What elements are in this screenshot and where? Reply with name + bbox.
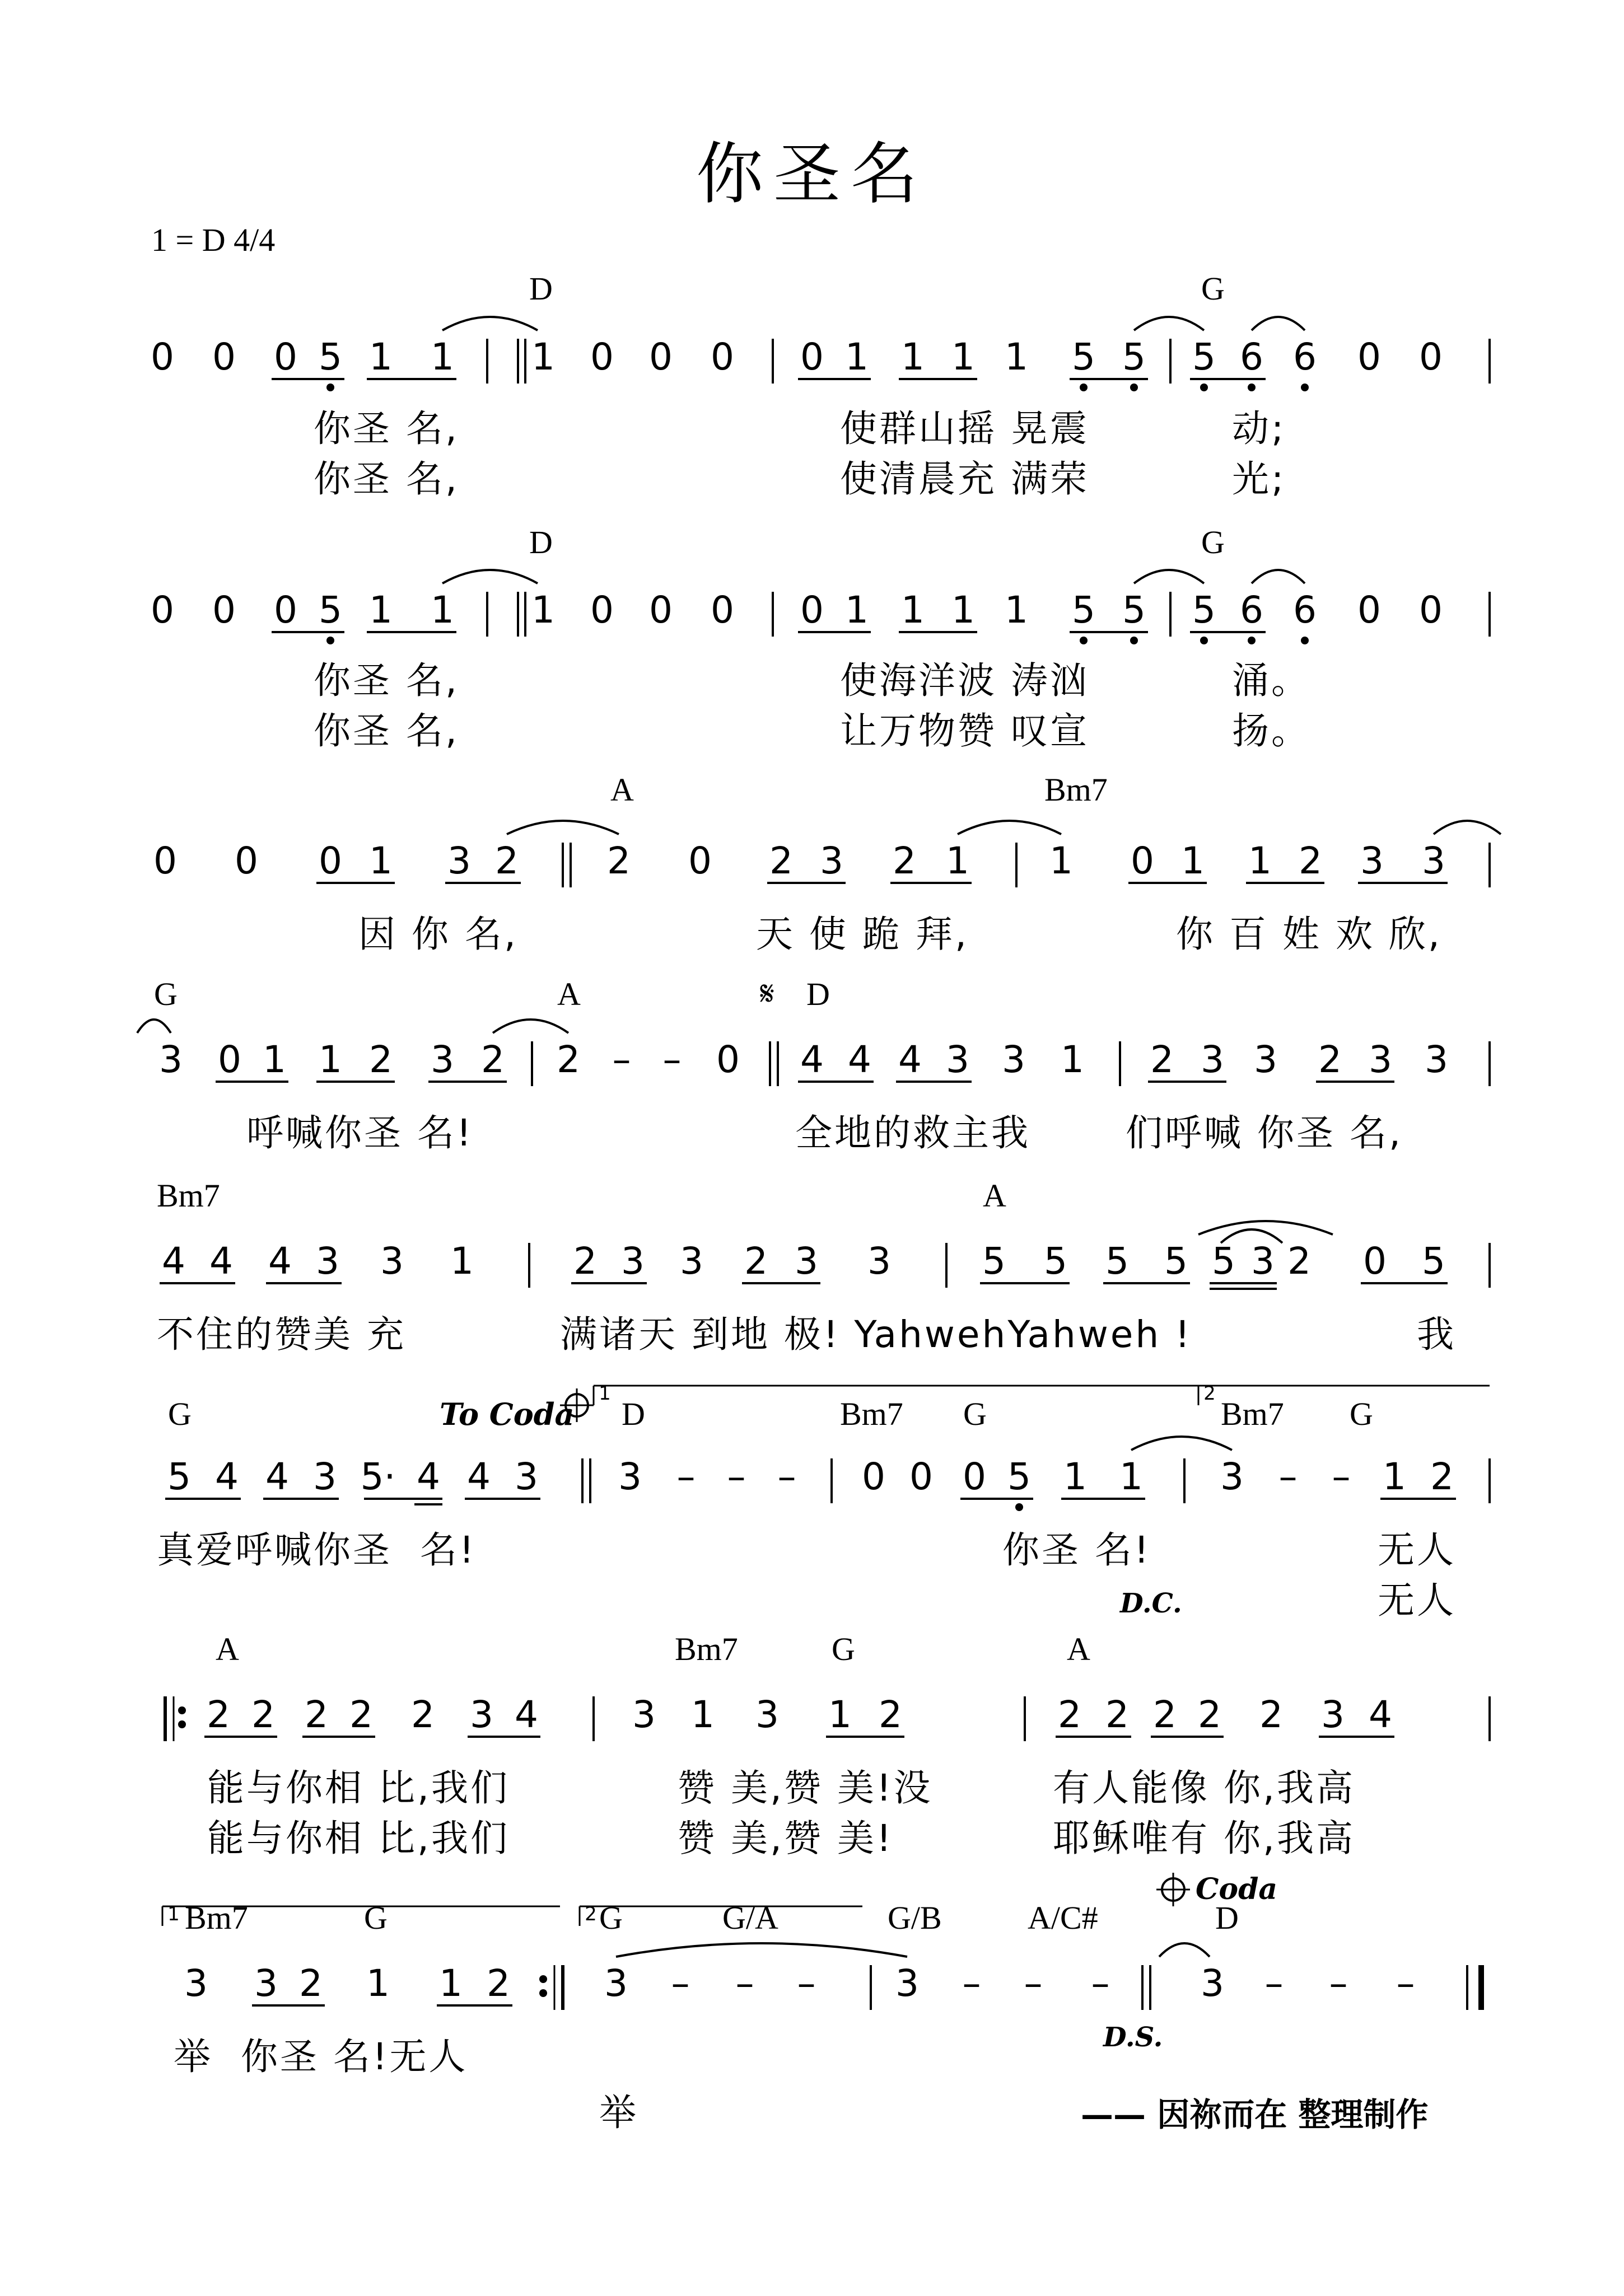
chord-symbol: G [1201, 524, 1225, 560]
octave-dot [178, 1706, 186, 1714]
note-digit: 2 [607, 839, 631, 882]
note-digit: 5 [1212, 1240, 1235, 1283]
tie-arc [137, 1020, 171, 1033]
note-digit: 3 [1369, 1038, 1392, 1081]
octave-dot [1248, 384, 1256, 391]
note-digit: 3 [795, 1240, 818, 1283]
lyric-s1-v1-c: 动; [1232, 407, 1286, 450]
note-digit: 0 [909, 1455, 933, 1498]
note-digit: 0 [649, 588, 673, 632]
note-digit: 3 [946, 1038, 969, 1081]
lyric-s2-v2-c: 扬。 [1232, 709, 1310, 752]
note-digit: 6 [1293, 335, 1317, 378]
note-digit: 1 [951, 588, 975, 632]
chord-symbol: G [364, 1900, 388, 1936]
tie-arc [616, 1943, 907, 1957]
chord-symbol: Bm7 [1044, 771, 1108, 808]
ds-mark: D.S. [1103, 2022, 1163, 2053]
note-digit: – [1091, 1962, 1110, 2005]
note-digit: 5 [1192, 588, 1216, 632]
note-digit: 4 [848, 1038, 871, 1081]
note-digit: 5 [319, 335, 342, 378]
octave-dot [1015, 1503, 1023, 1511]
note-digit: 1 [431, 588, 454, 632]
volta-2-number: 2 [1203, 1382, 1216, 1405]
tie-arc [1252, 317, 1305, 330]
octave-dot [1130, 637, 1138, 644]
lyric-s7-v1-c: 有人能像 你,我高 [1053, 1766, 1355, 1809]
note-digit: – [727, 1455, 746, 1498]
note-digit: 1 [901, 335, 925, 378]
note-digit: – [962, 1962, 981, 2005]
octave-dot [326, 384, 334, 391]
note-digit: 2 [1287, 1240, 1311, 1283]
note-digit: 3 [867, 1240, 891, 1283]
note-digit: – [1329, 1962, 1348, 2005]
lyric-s1-v2-a: 你圣 名, [314, 457, 459, 501]
tie-arc [442, 317, 538, 330]
note-digit: 1 [845, 335, 869, 378]
note-digit: 0 [218, 1038, 241, 1081]
chord-symbol: Bm7 [157, 1177, 220, 1214]
lyric-s6-a: 真爱呼喊你圣 名! [157, 1528, 477, 1572]
chord-symbol: G [1350, 1396, 1373, 1432]
note-digit: 3 [1254, 1038, 1277, 1081]
chord-symbol: G [963, 1396, 987, 1432]
note-digit: 3 [1201, 1962, 1224, 2005]
note-digit: 2 [744, 1240, 768, 1283]
note-digit: – [1332, 1455, 1351, 1498]
note-digit: – [1264, 1962, 1284, 2005]
note-digit: 5 [1192, 335, 1216, 378]
note-digit: 2 [769, 839, 793, 882]
note-digit: 0 [319, 839, 342, 882]
note-digit: 2 [893, 839, 916, 882]
lyric-s2-v1-c: 涌。 [1232, 659, 1310, 702]
note-digit: 1 [1061, 1038, 1084, 1081]
chord-symbol: A/C# [1028, 1900, 1098, 1936]
octave-dot [539, 1989, 547, 1997]
note-digit: 4 [1369, 1693, 1392, 1736]
tie-arc [958, 821, 1061, 834]
note-digit: 1 [946, 839, 969, 882]
octave-dot [1200, 637, 1208, 644]
note-digit: 3 [1201, 1038, 1224, 1081]
note-digit: 1 [531, 588, 555, 632]
lyric-s8-a: 举 你圣 名!无人 [174, 2035, 468, 2078]
note-digit: 2 [299, 1962, 323, 2005]
chord-symbol: D [529, 270, 553, 307]
note-digit: 3 [1002, 1038, 1025, 1081]
note-digit: 2 [573, 1240, 597, 1283]
note-digit: 1 [1181, 839, 1205, 882]
note-digit: 0 [649, 335, 673, 378]
note-digit: 5 [319, 588, 342, 632]
octave-dot [1248, 637, 1256, 644]
to-coda-mark: To Coda [440, 1396, 575, 1432]
note-digit: 1 [431, 335, 454, 378]
note-digit: – [1278, 1455, 1298, 1498]
note-digit: – [797, 1962, 816, 2005]
chord-symbol: D [529, 524, 553, 560]
octave-dot [1130, 384, 1138, 391]
note-digit: 4 [800, 1038, 824, 1081]
note-digit: 2 [369, 1038, 393, 1081]
chord-symbol: D [622, 1396, 645, 1432]
note-digit: 1 [263, 1038, 286, 1081]
lyric-s7-v2-c: 耶稣唯有 你,我高 [1053, 1817, 1355, 1860]
chord-symbol: Bm7 [675, 1631, 738, 1667]
note-digit: 1 [369, 335, 393, 378]
lyric-s6-c: 无人 [1378, 1528, 1456, 1572]
note-digit: 4 [265, 1455, 289, 1498]
note-digit: 2 [557, 1038, 580, 1081]
note-digit: 0 [153, 839, 177, 882]
note-digit: 2 [349, 1693, 373, 1736]
note-digit: 3 [184, 1962, 208, 2005]
note-digit: 3 [1425, 1038, 1448, 1081]
lyric-s2-v1-b: 使海洋波 涛汹 [840, 659, 1089, 702]
note-digit: 5 [982, 1240, 1006, 1283]
volta-2-number: 2 [585, 1903, 597, 1925]
note-digit: 5 [167, 1455, 191, 1498]
note-digit: 4 [215, 1455, 239, 1498]
note-digit: 2 [495, 839, 519, 882]
lyric-s1-v2-c: 光; [1232, 457, 1286, 501]
note-digit: 1 [828, 1693, 852, 1736]
note-digit: 0 [800, 335, 824, 378]
note-digit: 1 [1383, 1455, 1406, 1498]
note-digit: 3 [618, 1455, 642, 1498]
note-digit: 3 [1422, 839, 1445, 882]
chord-symbol: D [1215, 1900, 1239, 1936]
key-signature: 1 = D 4/4 [151, 222, 276, 258]
chord-symbol: G/B [888, 1900, 942, 1936]
tie-arc [1131, 1437, 1232, 1450]
note-digit: 2 [487, 1962, 510, 2005]
chord-symbol: A [557, 976, 581, 1012]
lyric-s5-b: 满诸天 到地 极! YahwehYahweh ! [560, 1313, 1192, 1356]
note-digit: 1 [1119, 1455, 1143, 1498]
chord-symbol: Bm7 [840, 1396, 903, 1432]
note-digit: 1 [366, 1962, 390, 2005]
lyric-s8-b: 举 [599, 2091, 638, 2134]
note-digit: 1 [691, 1693, 715, 1736]
note-digit: 0 [212, 588, 236, 632]
note-digit: – [662, 1038, 682, 1081]
lyric-s1-v2-b: 使清晨充 满荣 [840, 457, 1089, 501]
lyric-s3-a: 因 你 名, [358, 913, 518, 956]
lyric-s7-v1-a: 能与你相 比,我们 [207, 1766, 510, 1809]
note-digit: 0 [1363, 1240, 1387, 1283]
note-digit: 6 [1293, 588, 1317, 632]
note-digit: 2 [481, 1038, 505, 1081]
note-digit: – [735, 1962, 754, 2005]
volta-1-number: 1 [599, 1382, 611, 1405]
note-digit: 3 [680, 1240, 703, 1283]
note-digit: 4 [898, 1038, 922, 1081]
note-digit: 2 [1105, 1693, 1129, 1736]
note-digit: 0 [688, 839, 712, 882]
note-digit: 1 [369, 839, 393, 882]
tie-arc [1134, 570, 1204, 583]
note-digit: 0 [151, 588, 174, 632]
chord-symbol: G [832, 1631, 855, 1667]
chord-symbol: G [168, 1396, 192, 1432]
tie-arc [1252, 570, 1305, 583]
note-digit: 5 [1422, 1240, 1445, 1283]
note-digit: 0 [963, 1455, 986, 1498]
note-digit: 0 [1131, 839, 1154, 882]
lyric-s2-v1-a: 你圣 名, [314, 659, 459, 702]
note-digit: 2 [305, 1693, 328, 1736]
note-digit: – [1396, 1962, 1415, 2005]
note-digit: 2 [1153, 1693, 1177, 1736]
note-digit: 1 [531, 335, 555, 378]
note-digit: 3 [470, 1693, 493, 1736]
chord-symbol: A [1067, 1631, 1090, 1667]
note-digit: 3 [895, 1962, 919, 2005]
note-digit: 2 [411, 1693, 435, 1736]
note-digit: 0 [1357, 335, 1381, 378]
note-digit: – [671, 1962, 690, 2005]
chord-symbol: A [610, 771, 634, 808]
note-digit: 1 [1063, 1455, 1087, 1498]
segno-mark: 𝄋 [760, 974, 774, 1013]
note-digit: 3 [313, 1455, 337, 1498]
note-digit: 2 [1198, 1693, 1221, 1736]
note-digit: – [1024, 1962, 1043, 2005]
note-digit: 3 [380, 1240, 404, 1283]
note-digit: 0 [274, 335, 297, 378]
note-digit: 0 [590, 335, 614, 378]
lyric-s6-b: 你圣 名! [1002, 1528, 1151, 1572]
lyric-s7-v2-a: 能与你相 比,我们 [207, 1817, 510, 1860]
note-digit: 0 [1419, 335, 1443, 378]
chord-symbol: A [216, 1631, 239, 1667]
note-digit: 0 [716, 1038, 740, 1081]
chord-symbol: G [599, 1900, 623, 1936]
note-digit: 0 [212, 335, 236, 378]
credit-line: —— 因祢而在 整理制作 [1081, 2096, 1429, 2134]
octave-dot [1080, 384, 1088, 391]
note-digit: 5 [1072, 335, 1095, 378]
note-digit: 2 [879, 1693, 902, 1736]
note-digit: 5 [1007, 1455, 1031, 1498]
note-digit: 0 [711, 335, 734, 378]
note-digit: 0 [862, 1455, 885, 1498]
note-digit: 1 [439, 1962, 463, 2005]
note-digit: 3 [621, 1240, 645, 1283]
lyric-s4-a: 呼喊你圣 名! [246, 1111, 474, 1154]
note-digit: 4 [417, 1455, 440, 1498]
lyric-s4-c: 们呼喊 你圣 名, [1126, 1111, 1403, 1154]
lyric-s7-v2-b: 赞 美,赞 美! [678, 1817, 894, 1860]
note-digit: 3 [820, 839, 843, 882]
chord-symbol: G/A [722, 1900, 778, 1936]
note-digit: 1 [1005, 335, 1028, 378]
dc-mark: D.C. [1120, 1588, 1182, 1619]
note-digit: 1 [1049, 839, 1073, 882]
note-digit: 2 [1259, 1693, 1283, 1736]
tie-arc [442, 570, 538, 583]
note-digit: 1 [450, 1240, 474, 1283]
tie-arc [1134, 317, 1204, 330]
tie-arc [1434, 821, 1501, 834]
octave-dot [326, 637, 334, 644]
chord-symbol: A [983, 1177, 1006, 1214]
lyric-s1-v1-b: 使群山摇 晃震 [840, 407, 1089, 450]
note-digit: 5 [1105, 1240, 1129, 1283]
note-digit: 3 [515, 1455, 538, 1498]
lyric-s1-v1-a: 你圣 名, [314, 407, 459, 450]
note-digit: 3 [1321, 1693, 1345, 1736]
lyric-s7-v1-b: 赞 美,赞 美!没 [678, 1766, 933, 1809]
note-digit: 4 [467, 1455, 491, 1498]
lyric-s3-c: 你 百 姓 欢 欣, [1176, 913, 1442, 956]
volta-1-number: 1 [167, 1903, 180, 1925]
note-digit: 0 [590, 588, 614, 632]
note-digit: 3 [447, 839, 471, 882]
octave-dot [178, 1720, 186, 1728]
note-digit: 3 [1220, 1455, 1244, 1498]
note-digit: 0 [1419, 588, 1443, 632]
note-digit: 5· [360, 1455, 396, 1498]
note-digit: 4 [209, 1240, 233, 1283]
chord-symbol: G [154, 976, 178, 1012]
note-digit: 3 [755, 1693, 779, 1736]
octave-dot [539, 1975, 547, 1983]
note-digit: 1 [319, 1038, 342, 1081]
tie-arc [507, 821, 619, 834]
note-digit: 3 [431, 1038, 454, 1081]
note-digit: 1 [845, 588, 869, 632]
note-digit: 3 [159, 1038, 183, 1081]
lyric-s2-v2-a: 你圣 名, [314, 709, 459, 752]
note-digit: 4 [515, 1693, 538, 1736]
note-digit: 1 [369, 588, 393, 632]
note-digit: 5 [1164, 1240, 1188, 1283]
note-digit: 0 [1357, 588, 1381, 632]
note-digit: 0 [800, 588, 824, 632]
note-digit: 1 [1248, 839, 1272, 882]
note-digit: 0 [235, 839, 258, 882]
note-digit: 6 [1240, 335, 1263, 378]
lyric-s6-v2-c: 无人 [1378, 1579, 1456, 1622]
lyric-s5-a: 不住的赞美 充 [157, 1313, 406, 1356]
note-digit: 4 [268, 1240, 292, 1283]
note-digit: 0 [711, 588, 734, 632]
note-digit: 1 [951, 335, 975, 378]
note-digit: 2 [251, 1693, 275, 1736]
note-digit: 2 [1058, 1693, 1081, 1736]
note-digit: 2 [1299, 839, 1322, 882]
note-digit: 2 [1430, 1455, 1454, 1498]
note-digit: 2 [1318, 1038, 1342, 1081]
lyric-s2-v2-b: 让万物赞 叹宣 [840, 709, 1089, 752]
note-digit: 5 [1044, 1240, 1067, 1283]
note-digit: 2 [207, 1693, 230, 1736]
chord-symbol: G [1201, 270, 1225, 307]
note-digit: 5 [1122, 588, 1146, 632]
note-digit: – [612, 1038, 631, 1081]
note-digit: 3 [254, 1962, 278, 2005]
chord-symbol: Bm7 [185, 1900, 248, 1936]
octave-dot [1301, 637, 1309, 644]
note-digit: 4 [162, 1240, 185, 1283]
lyric-s4-b: 全地的救主我 [795, 1111, 1030, 1154]
note-digit: – [676, 1455, 696, 1498]
tie-arc [493, 1020, 568, 1033]
note-digit: 1 [1005, 588, 1028, 632]
chord-symbol: Bm7 [1221, 1396, 1284, 1432]
note-digit: 0 [151, 335, 174, 378]
note-digit: 3 [632, 1693, 656, 1736]
note-digit: 5 [1072, 588, 1095, 632]
note-digit: – [777, 1455, 796, 1498]
lyric-s5-c: 我 [1417, 1313, 1456, 1356]
octave-dot [1080, 637, 1088, 644]
page-title: 你圣名 [696, 135, 928, 213]
note-digit: 3 [1360, 839, 1384, 882]
chord-symbol: D [806, 976, 830, 1012]
coda-label: Coda [1196, 1872, 1278, 1906]
note-digit: 3 [604, 1962, 628, 2005]
note-digit: 6 [1240, 588, 1263, 632]
note-digit: 2 [1150, 1038, 1174, 1081]
note-digit: 0 [274, 588, 297, 632]
note-digit: 3 [316, 1240, 339, 1283]
octave-dot [1200, 384, 1208, 391]
lyric-s3-b: 天 使 跪 拜, [756, 913, 969, 956]
note-digit: 3 [1251, 1240, 1275, 1283]
note-digit: 1 [901, 588, 925, 632]
note-digit: 5 [1122, 335, 1146, 378]
tie-arc [1159, 1943, 1210, 1957]
octave-dot [1301, 384, 1309, 391]
